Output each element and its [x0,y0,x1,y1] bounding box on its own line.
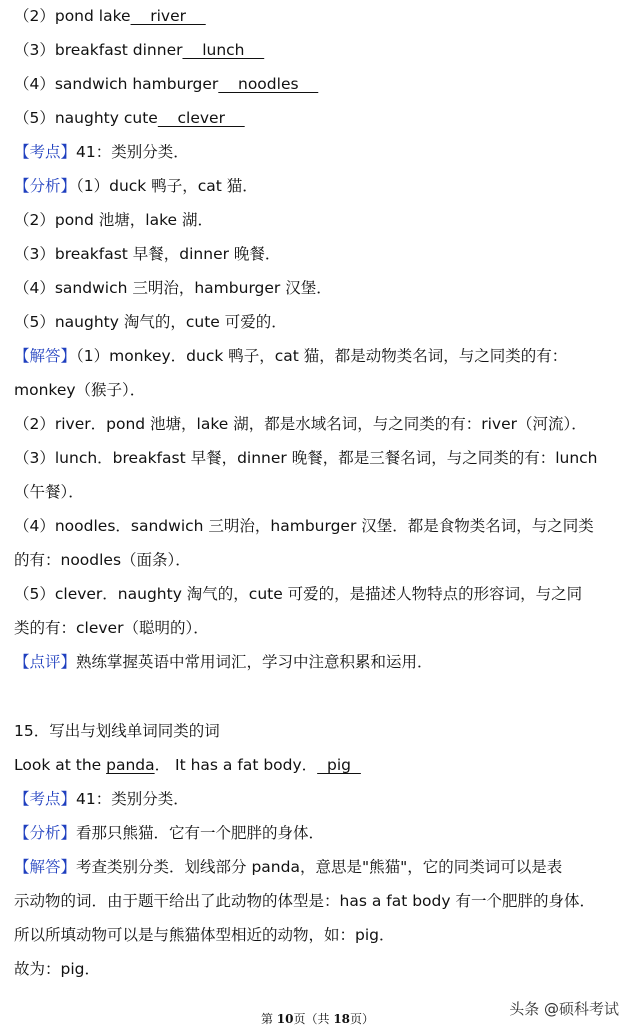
footer-text: 页（共 [293,1012,334,1026]
sentence-text: Look at the [14,756,107,774]
footer-text: 第 [260,1012,277,1026]
q14-jieda-2: （2）river．pond 池塘，lake 湖，都是水域名词，与之同类的有：river（河流）． [14,415,587,433]
q14-jieda-5: （5）clever．naughty 淘气的，cute 可爱的，是描述人物特点的形容词，与之同 [14,585,583,603]
q15-sentence [14,755,361,775]
dianping-text: 熟练掌握英语中常用词汇，学习中注意积累和运用． [76,653,433,671]
prompt-text: （5）naughty cute [14,109,158,127]
prompt-text: （4）sandwich hamburger [14,75,219,93]
q15-jieda-1 [14,857,562,877]
sentence-text: ． It has a fat body． [154,756,318,774]
fenxi-text: 看那只熊猫．它有一个肥胖的身体． [76,824,325,842]
q14-fenxi-2: （2）pond 池塘，lake 湖． [14,211,213,229]
answer-blank: pig [317,756,361,774]
q14-fenxi-1 [14,176,258,196]
q14-jieda-4b: 的有：noodles（面条）． [14,551,191,569]
q14-jieda-1 [14,346,567,366]
q14-jieda-4: （4）noodles．sandwich 三明治，hamburger 汉堡．都是食物类名词，与之同类 [14,517,594,535]
answer-blank: clever [157,109,245,127]
jieda-tag: 【解答】 [14,858,77,876]
prompt-text: （2）pond lake [14,7,131,25]
q15-kaodian [14,789,189,809]
q14-jieda-3: （3）lunch．breakfast 早餐，dinner 晚餐，都是三餐名词，与之同类的有：lunch [14,449,598,467]
q14-jieda-5b: 类的有：clever（聪明的）． [14,619,209,637]
answer-blank: lunch [182,41,265,59]
fenxi-text: （1）duck 鸭子，cat 猫． [76,177,258,195]
kaodian-text: 41：类别分类． [76,790,189,808]
q14-jieda-1b: monkey（猴子）． [14,381,146,399]
fenxi-tag: 【分析】 [14,824,77,842]
q15-fenxi [14,823,324,843]
q14-kaodian [14,142,189,162]
jieda-text: （1）monkey．duck 鸭子，cat 猫，都是动物类名词，与之同类的有： [76,347,568,365]
prompt-text: （3）breakfast dinner [14,41,183,59]
q14-line-4 [14,74,318,94]
answer-blank: noodles [218,75,319,93]
underlined-word: panda [106,756,155,774]
total-pages: 18 [333,1012,351,1026]
q14-dianping [14,652,433,672]
q14-fenxi-5: （5）naughty 淘气的，cute 可爱的． [14,313,287,331]
q14-line-3 [14,40,264,60]
q15-jieda-2: 示动物的词．由于题干给出了此动物的体型是：has a fat body 有一个肥胖的身体． [14,892,595,910]
kaodian-tag: 【考点】 [14,790,77,808]
q15-answer: 故为：pig． [14,960,100,978]
footer-text: 页） [350,1012,375,1026]
watermark: 头条 @硕科考试 [509,1000,619,1018]
dianping-tag: 【点评】 [14,653,77,671]
jieda-text: 考查类别分类．划线部分 panda，意思是"熊猫"，它的同类词可以是表 [76,858,563,876]
kaodian-text: 41：类别分类． [76,143,189,161]
q14-line-2 [14,6,206,26]
q14-fenxi-4: （4）sandwich 三明治，hamburger 汉堡． [14,279,332,297]
q15-jieda-3: 所以所填动物可以是与熊猫体型相近的动物，如：pig． [14,926,395,944]
kaodian-tag: 【考点】 [14,143,77,161]
fenxi-tag: 【分析】 [14,177,77,195]
q14-line-5 [14,108,245,128]
jieda-tag: 【解答】 [14,347,77,365]
q14-jieda-3b: （午餐）． [14,483,84,501]
answer-blank: river [130,7,206,25]
q14-fenxi-3: （3）breakfast 早餐，dinner 晚餐． [14,245,281,263]
q15-title: 15．写出与划线单词同类的词 [14,722,220,740]
current-page: 10 [276,1012,294,1026]
